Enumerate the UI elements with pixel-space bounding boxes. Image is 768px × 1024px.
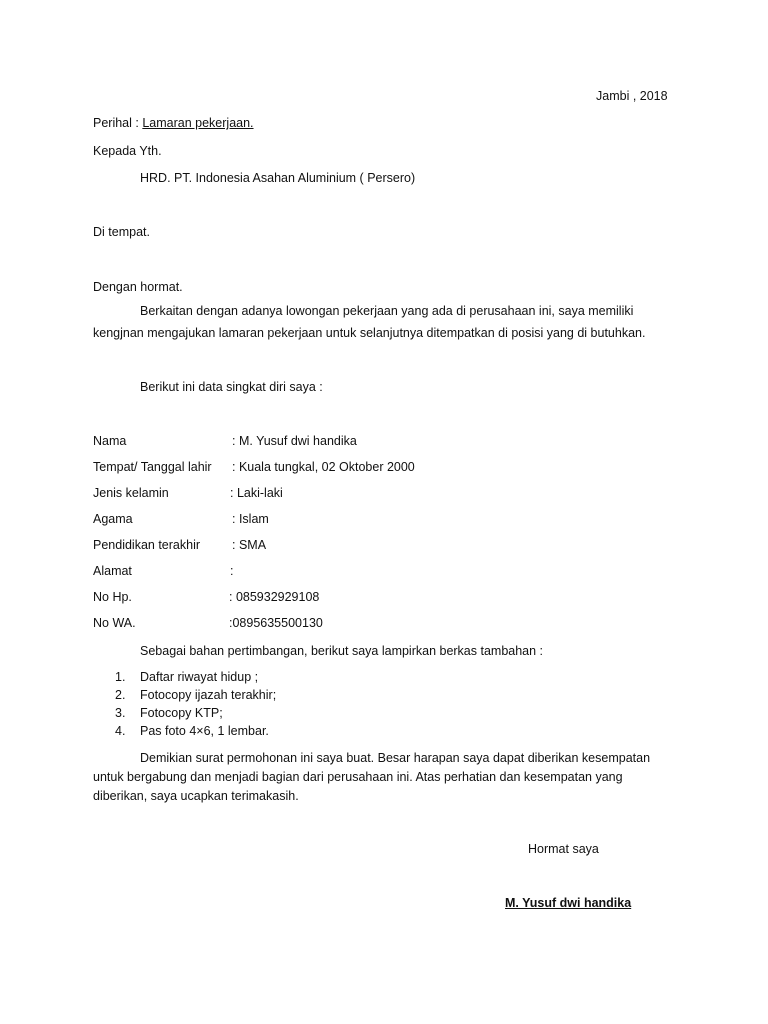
- data-label: Nama: [93, 434, 127, 448]
- list-text: Fotocopy ijazah terakhir;: [140, 688, 277, 702]
- data-value: : Laki-laki: [230, 486, 283, 500]
- data-value: : Islam: [232, 512, 269, 526]
- intro-line-1: Berkaitan dengan adanya lowongan pekerjaan yang ada di perusahaan ini, saya memiliki: [140, 304, 634, 318]
- data-label: Jenis kelamin: [93, 486, 169, 500]
- subject-value: Lamaran pekerjaan.: [142, 116, 254, 130]
- list-text: Daftar riwayat hidup ;: [140, 670, 259, 684]
- subject-label: Perihal :: [93, 116, 139, 130]
- salutation: Dengan hormat.: [93, 280, 183, 294]
- list-number: 1.: [115, 670, 126, 684]
- intro-line-2: kengjnan mengajukan lamaran pekerjaan untuk selanjutnya ditempatkan di posisi yang di butuhkan.: [93, 326, 646, 340]
- list-number: 4.: [115, 724, 126, 738]
- to-label: Kepada Yth.: [93, 144, 162, 158]
- closing-line-3: diberikan, saya ucapkan terimakasih.: [93, 789, 299, 803]
- data-label: Alamat: [93, 564, 132, 578]
- regards: Hormat saya: [528, 842, 599, 856]
- location: Di tempat.: [93, 225, 150, 239]
- data-value: : M. Yusuf dwi handika: [232, 434, 357, 448]
- place-date: Jambi , 2018: [596, 89, 668, 103]
- data-label: Agama: [93, 512, 133, 526]
- list-text: Fotocopy KTP;: [140, 706, 223, 720]
- data-label: Pendidikan terakhir: [93, 538, 201, 552]
- data-value: : SMA: [232, 538, 267, 552]
- data-intro: Berikut ini data singkat diri saya :: [140, 380, 323, 394]
- subject-line: [93, 115, 254, 131]
- data-value: :0895635500130: [229, 616, 323, 630]
- data-value: : Kuala tungkal, 02 Oktober 2000: [232, 460, 415, 474]
- attachment-intro: Sebagai bahan pertimbangan, berikut saya lampirkan berkas tambahan :: [140, 644, 544, 658]
- data-value: : 085932929108: [229, 590, 320, 604]
- closing-line-1: Demikian surat permohonan ini saya buat. Besar harapan saya dapat diberikan kesempatan: [140, 751, 651, 765]
- data-label: Tempat/ Tanggal lahir: [93, 460, 212, 474]
- list-number: 3.: [115, 706, 126, 720]
- data-label: No WA.: [93, 616, 136, 630]
- data-value: :: [230, 564, 234, 578]
- data-label: No Hp.: [93, 590, 132, 604]
- signature-name: M. Yusuf dwi handika: [505, 896, 632, 910]
- list-number: 2.: [115, 688, 126, 702]
- closing-line-2: untuk bergabung dan menjadi bagian dari perusahaan ini. Atas perhatian dan kesempatan yang: [93, 770, 623, 784]
- recipient: HRD. PT. Indonesia Asahan Aluminium ( Persero): [140, 171, 416, 185]
- list-text: Pas foto 4×6, 1 lembar.: [140, 724, 269, 738]
